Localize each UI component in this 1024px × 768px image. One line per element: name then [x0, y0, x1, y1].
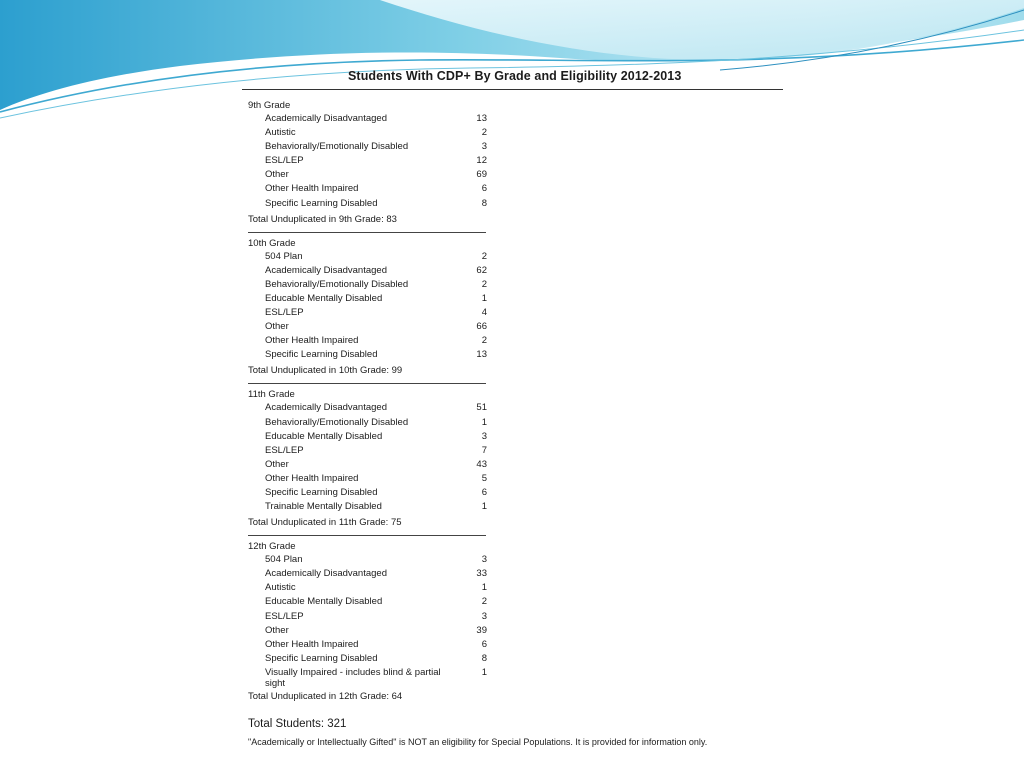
eligibility-count: 2 — [481, 335, 487, 347]
eligibility-row — [248, 417, 488, 431]
eligibility-count: 6 — [481, 183, 487, 195]
eligibility-row — [248, 625, 488, 639]
grade-total: Total Unduplicated in 9th Grade: 83 — [248, 213, 397, 225]
eligibility-row — [248, 639, 488, 653]
decorative-banner — [0, 0, 1024, 130]
eligibility-label: Trainable Mentally Disabled — [265, 501, 382, 513]
eligibility-label: Other Health Impaired — [265, 472, 359, 484]
eligibility-count: 4 — [481, 307, 487, 319]
grade-sections — [248, 99, 488, 703]
eligibility-label: Specific Learning Disabled — [265, 486, 378, 498]
eligibility-label: 504 Plan — [265, 250, 303, 262]
section-divider — [248, 383, 486, 384]
eligibility-row — [248, 653, 488, 667]
section-divider — [248, 232, 486, 233]
eligibility-row — [248, 198, 488, 212]
eligibility-count: 2 — [481, 596, 487, 608]
eligibility-row — [248, 307, 488, 321]
grade-section-11th — [248, 388, 488, 536]
eligibility-label: Specific Learning Disabled — [265, 349, 378, 361]
report-title: Students With CDP+ By Grade and Eligibility 2012-2013 — [348, 69, 682, 83]
eligibility-row — [248, 349, 488, 363]
eligibility-label: Academically Disadvantaged — [265, 113, 387, 124]
eligibility-row — [248, 431, 488, 445]
eligibility-count: 3 — [481, 141, 487, 153]
eligibility-row — [248, 554, 488, 568]
eligibility-row — [248, 141, 488, 155]
eligibility-count: 69 — [476, 169, 487, 181]
eligibility-label: Other Health Impaired — [265, 638, 359, 650]
eligibility-label: Autistic — [265, 582, 296, 594]
eligibility-row — [248, 459, 488, 473]
eligibility-count: 2 — [481, 278, 487, 290]
eligibility-count: 6 — [481, 486, 487, 498]
section-divider — [248, 535, 486, 536]
eligibility-label: Visually Impaired - includes blind & partial sight — [265, 666, 441, 689]
eligibility-row — [248, 667, 488, 689]
eligibility-label: Other — [265, 624, 289, 636]
grade-total: Total Unduplicated in 10th Grade: 99 — [248, 365, 403, 377]
eligibility-row — [248, 113, 488, 127]
eligibility-count: 2 — [481, 127, 487, 139]
eligibility-count: 1 — [481, 416, 487, 428]
eligibility-row — [248, 183, 488, 197]
eligibility-row — [248, 293, 488, 307]
grade-heading: 12th Grade — [248, 541, 296, 553]
eligibility-label: Educable Mentally Disabled — [265, 430, 383, 442]
eligibility-row — [248, 251, 488, 265]
eligibility-row — [248, 582, 488, 596]
eligibility-count: 8 — [481, 197, 487, 209]
eligibility-count: 5 — [481, 472, 487, 484]
grade-section-10th — [248, 237, 488, 385]
eligibility-row — [248, 445, 488, 459]
eligibility-label: Behaviorally/Emotionally Disabled — [265, 141, 409, 153]
eligibility-label: Academically Disadvantaged — [265, 264, 387, 276]
eligibility-row — [248, 335, 488, 349]
eligibility-row — [248, 279, 488, 293]
eligibility-row — [248, 568, 488, 582]
eligibility-count: 13 — [476, 349, 487, 361]
eligibility-label: Academically Disadvantaged — [265, 568, 387, 580]
eligibility-count: 39 — [476, 624, 487, 636]
eligibility-count: 1 — [481, 292, 487, 304]
eligibility-count: 33 — [476, 568, 487, 580]
eligibility-row — [248, 596, 488, 610]
eligibility-count: 3 — [481, 610, 487, 622]
eligibility-label: ESL/LEP — [265, 444, 304, 456]
eligibility-row — [248, 321, 488, 335]
eligibility-label: Behaviorally/Emotionally Disabled — [265, 416, 409, 428]
eligibility-row — [248, 127, 488, 141]
eligibility-row — [248, 487, 488, 501]
eligibility-count: 3 — [481, 554, 487, 566]
eligibility-count: 3 — [481, 430, 487, 442]
eligibility-label: ESL/LEP — [265, 610, 304, 622]
eligibility-label: Educable Mentally Disabled — [265, 292, 383, 304]
grade-heading: 9th Grade — [248, 100, 291, 111]
eligibility-count: 8 — [481, 652, 487, 664]
eligibility-row — [248, 169, 488, 183]
eligibility-label: ESL/LEP — [265, 155, 304, 167]
eligibility-count: 1 — [481, 666, 487, 678]
eligibility-count: 43 — [476, 458, 487, 470]
eligibility-count: 1 — [481, 501, 487, 513]
eligibility-label: Autistic — [265, 127, 296, 139]
eligibility-label: Other — [265, 458, 289, 470]
eligibility-count: 66 — [476, 321, 487, 333]
eligibility-count: 6 — [481, 638, 487, 650]
eligibility-count: 51 — [476, 402, 487, 414]
eligibility-count: 2 — [481, 250, 487, 262]
eligibility-row — [248, 265, 488, 279]
eligibility-label: Other Health Impaired — [265, 335, 359, 347]
grand-total: Total Students: 321 — [248, 718, 347, 730]
grade-section-12th — [248, 540, 488, 703]
grade-total: Total Unduplicated in 12th Grade: 64 — [248, 690, 403, 702]
grade-heading: 10th Grade — [248, 237, 296, 249]
eligibility-row — [248, 501, 488, 515]
eligibility-count: 13 — [476, 113, 487, 124]
eligibility-row — [248, 473, 488, 487]
eligibility-label: Other — [265, 169, 289, 181]
eligibility-label: Behaviorally/Emotionally Disabled — [265, 278, 409, 290]
eligibility-row — [248, 611, 488, 625]
eligibility-row — [248, 155, 488, 169]
grade-total: Total Unduplicated in 11th Grade: 75 — [248, 517, 402, 529]
eligibility-count: 62 — [476, 264, 487, 276]
footnote: "Academically or Intellectually Gifted" is NOT an eligibility for Special Populations. It is provided for information only. — [248, 737, 708, 747]
eligibility-label: 504 Plan — [265, 554, 303, 566]
banner-waves-graphic — [0, 0, 1024, 130]
eligibility-label: Educable Mentally Disabled — [265, 596, 383, 608]
eligibility-count: 7 — [481, 444, 487, 456]
eligibility-label: Other Health Impaired — [265, 183, 359, 195]
eligibility-label: Specific Learning Disabled — [265, 197, 378, 209]
title-divider — [242, 89, 783, 90]
eligibility-count: 1 — [481, 582, 487, 594]
eligibility-count: 12 — [476, 155, 487, 167]
eligibility-label: Academically Disadvantaged — [265, 402, 387, 414]
eligibility-label: Other — [265, 321, 289, 333]
eligibility-row — [248, 402, 488, 416]
grade-section-9th — [248, 99, 488, 233]
grade-heading: 11th Grade — [248, 389, 295, 401]
eligibility-label: Specific Learning Disabled — [265, 652, 378, 664]
eligibility-label: ESL/LEP — [265, 307, 304, 319]
